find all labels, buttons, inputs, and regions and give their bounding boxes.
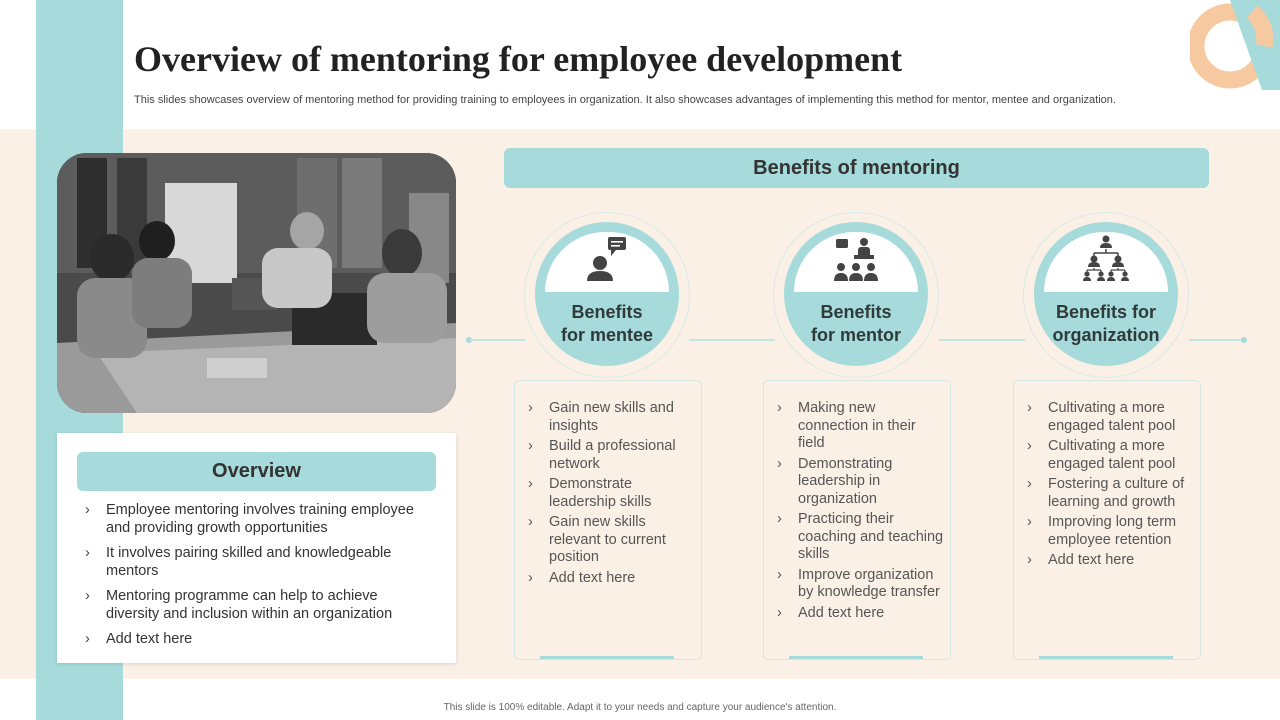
organization-benefits-list (1013, 380, 1201, 660)
list-item: › Improving long term employee retention (1027, 514, 1194, 549)
footer-note: This slide is 100% editable. Adapt it to your needs and capture your audience's attention. (443, 702, 837, 713)
list-item: › Cultivating a more engaged talent pool (1027, 400, 1194, 435)
corner-ring-decoration (1190, 0, 1280, 90)
list-accent-bar (789, 656, 923, 659)
overview-item: › Employee mentoring involves training employee and providing growth opportunities (85, 501, 425, 537)
mentor-presentation-icon (834, 237, 878, 286)
list-item: › Add text here (1027, 552, 1194, 570)
connector-line (1189, 339, 1243, 341)
list-item: › Demonstrating leadership in organization (777, 456, 944, 509)
benefit-label-line: for mentor (811, 325, 901, 345)
benefit-circle-mentor (773, 212, 939, 378)
mentee-speech-icon (586, 235, 628, 286)
connector-dot-right (1241, 337, 1247, 343)
connector-line (470, 339, 525, 341)
overview-item: › Add text here (85, 630, 425, 648)
team-meeting-photo (57, 153, 456, 413)
list-item: › Practicing their coaching and teaching skills (777, 511, 944, 564)
list-accent-bar (1039, 656, 1173, 659)
benefit-label-line: Benefits (571, 302, 643, 322)
page-subtitle: This slides showcases overview of mentoring method for providing training to employees in organization. It also showcases advantages of implementing this method for mentor, mentee and organization. (134, 94, 1116, 106)
organization-hierarchy-icon (1083, 235, 1129, 286)
list-item: › Fostering a culture of learning and growth (1027, 476, 1194, 511)
overview-heading: Overview (77, 452, 436, 491)
benefit-label-line: organization (1052, 325, 1160, 345)
list-item: › Add text here (528, 570, 695, 588)
benefit-label-line: Benefits (820, 302, 892, 322)
mentee-benefits-list (514, 380, 702, 660)
overview-list (85, 501, 425, 655)
page-title: Overview of mentoring for employee development (134, 39, 903, 79)
benefit-label-line: for mentee (560, 325, 654, 345)
overview-item: › Mentoring programme can help to achieve diversity and inclusion within an organization (85, 587, 425, 623)
overview-item: › It involves pairing skilled and knowledgeable mentors (85, 544, 425, 580)
benefit-label-line: Benefits for (1055, 302, 1156, 322)
overview-card (57, 433, 456, 663)
connector-line (689, 339, 775, 341)
list-item: › Build a professional network (528, 438, 695, 473)
benefit-circle-mentee (524, 212, 690, 378)
list-accent-bar (540, 656, 674, 659)
mentor-benefits-list (763, 380, 951, 660)
list-item: › Gain new skills and insights (528, 400, 695, 435)
connector-line (939, 339, 1025, 341)
benefit-circle-organization (1023, 212, 1189, 378)
list-item: › Cultivating a more engaged talent pool (1027, 438, 1194, 473)
list-item: › Improve organization by knowledge transfer (777, 567, 944, 602)
list-item: › Demonstrate leadership skills (528, 476, 695, 511)
benefits-heading: Benefits of mentoring (504, 148, 1209, 188)
list-item: › Making new connection in their field (777, 400, 944, 453)
list-item: › Gain new skills relevant to current position (528, 514, 695, 567)
list-item: › Add text here (777, 605, 944, 623)
